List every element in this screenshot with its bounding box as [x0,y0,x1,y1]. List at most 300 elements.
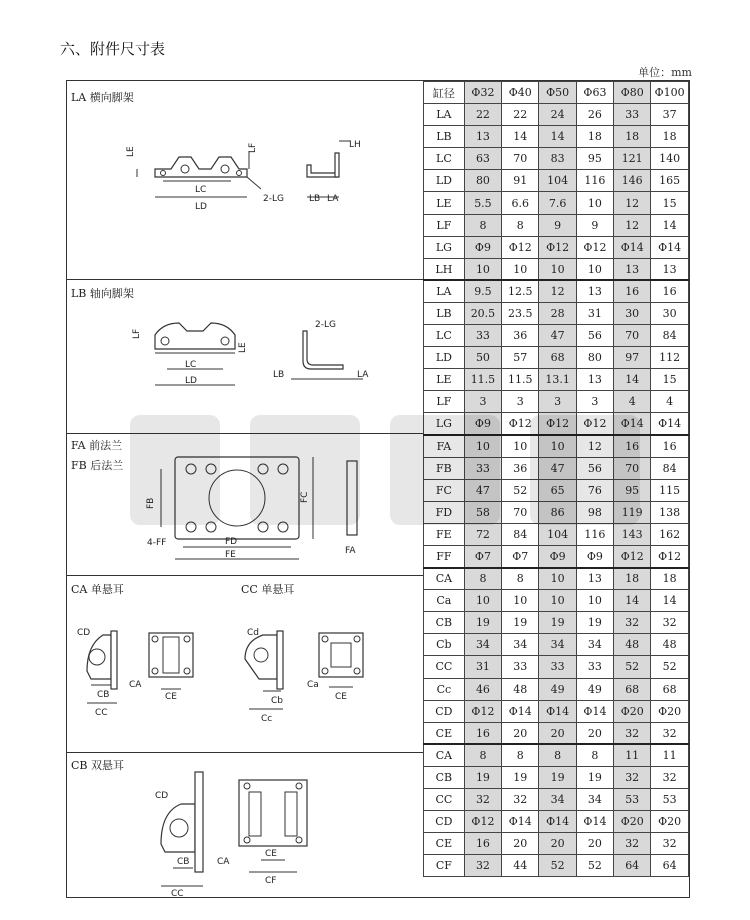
dim-lf: LF [132,328,142,339]
table-cell: 8 [502,744,539,766]
table-cell: 34 [539,634,576,656]
dim-lb: LB [273,370,285,380]
row-label: CD [424,700,465,722]
table-cell: 32 [651,833,689,855]
table-cell: Φ12 [464,700,501,722]
table-cell: 10 [576,590,613,612]
table-cell: Φ14 [576,700,613,722]
table-cell: 19 [576,612,613,634]
table-cell: 13 [464,126,501,148]
table-cell: 8 [502,214,539,236]
section-label-la: LA 横向脚架 [71,91,134,104]
table-cell: 84 [651,325,689,347]
row-label: LC [424,148,465,170]
table-cell: Φ7 [464,545,501,567]
table-cell: 10 [576,258,613,280]
table-cell: 86 [539,501,576,523]
row-label: Cc [424,678,465,700]
header-bore-size: Φ80 [614,82,651,104]
table-cell: 95 [614,479,651,501]
table-cell: Φ20 [614,811,651,833]
table-row [424,325,689,347]
table-cell: 22 [502,104,539,126]
table-cell: Φ14 [614,413,651,435]
table-cell: 32 [651,766,689,788]
table-cell: 47 [539,457,576,479]
table-cell: 48 [614,634,651,656]
table-cell: 15 [651,192,689,214]
table-header-row [424,82,689,104]
table-cell: 33 [576,656,613,678]
table-cell: 7.6 [539,192,576,214]
row-label: LF [424,391,465,413]
table-cell: 33 [464,457,501,479]
table-cell: 68 [651,678,689,700]
table-cell: 22 [464,104,501,126]
table-cell: 5.5 [464,192,501,214]
table-cell: 36 [502,457,539,479]
dim-cb: CB [177,857,190,867]
table-cell: 12.5 [502,280,539,302]
table-cell: 143 [614,523,651,545]
row-label: CC [424,789,465,811]
dim-ca: CA [217,857,230,867]
table-cell: 116 [576,523,613,545]
table-cell: 52 [614,656,651,678]
table-cell: 20 [502,833,539,855]
header-bore-size: Φ100 [651,82,689,104]
table-cell: 165 [651,170,689,192]
section-label-lb: LB 轴向脚架 [71,287,134,300]
table-cell: 47 [539,325,576,347]
section-label-ca: CA 单悬耳 [71,583,124,596]
table-cell: 14 [651,590,689,612]
table-cell: 14 [651,214,689,236]
dim-ca-cc: Ca [307,680,319,690]
table-cell: Φ12 [539,413,576,435]
table-cell: 13 [576,568,613,590]
row-label: LB [424,302,465,324]
table-cell: 34 [464,634,501,656]
table-cell: 56 [576,457,613,479]
table-cell: Φ14 [651,413,689,435]
table-cell: 6.6 [502,192,539,214]
table-cell: 13 [614,258,651,280]
table-cell: 64 [651,855,689,877]
table-cell: 12 [576,435,613,457]
table-cell: Φ14 [539,811,576,833]
table-row [424,413,689,435]
table-cell: 32 [614,722,651,744]
table-cell: 57 [502,347,539,369]
table-row [424,523,689,545]
table-cell: 56 [576,325,613,347]
table-cell: 95 [576,148,613,170]
table-cell: 32 [464,789,501,811]
table-row [424,722,689,744]
table-cell: Φ12 [576,413,613,435]
table-row [424,214,689,236]
table-cell: 8 [464,744,501,766]
table-cell: 48 [651,634,689,656]
table-row [424,634,689,656]
section-label-cb: CB 双悬耳 [71,759,124,772]
row-label: CA [424,744,465,766]
table-cell: 53 [651,789,689,811]
table-row [424,545,689,567]
table-cell: 14 [614,590,651,612]
table-cell: 140 [651,148,689,170]
table-cell: 9.5 [464,280,501,302]
dim-le: LE [126,146,136,157]
table-row [424,612,689,634]
table-cell: 11.5 [502,369,539,391]
table-row [424,678,689,700]
row-label: LF [424,214,465,236]
table-cell: 3 [576,391,613,413]
row-label: FC [424,479,465,501]
table-cell: 16 [464,722,501,744]
table-cell: 31 [576,302,613,324]
dim-4ff: 4-FF [147,538,167,548]
double-clevis-drawing [67,752,423,899]
table-cell: 70 [502,501,539,523]
table-cell: Φ7 [502,545,539,567]
table-row [424,192,689,214]
row-label: LG [424,413,465,435]
table-cell: Φ12 [464,811,501,833]
row-label: LD [424,170,465,192]
dim-la: LA [357,370,369,380]
header-bore-size: Φ63 [576,82,613,104]
table-cell: Φ14 [614,236,651,258]
table-cell: 33 [614,104,651,126]
table-row [424,479,689,501]
table-cell: 84 [651,457,689,479]
dim-cd: CD [155,791,169,801]
table-cell: Φ9 [464,413,501,435]
dim-lb: LB [309,194,321,204]
table-cell: 18 [651,568,689,590]
table-cell: 20 [576,833,613,855]
row-label: LE [424,192,465,214]
table-cell: 98 [576,501,613,523]
table-cell: 10 [464,435,501,457]
dimension-frame [66,80,690,898]
table-cell: 23.5 [502,302,539,324]
table-cell: 138 [651,501,689,523]
table-cell: 32 [651,722,689,744]
dim-fd: FD [225,537,238,547]
table-cell: 47 [464,479,501,501]
table-cell: 32 [614,612,651,634]
table-row [424,789,689,811]
table-cell: 18 [614,568,651,590]
table-cell: 3 [464,391,501,413]
dim-lf: LF [248,142,258,153]
table-cell: 91 [502,170,539,192]
table-cell: 32 [651,612,689,634]
row-label: LA [424,280,465,302]
table-cell: 52 [651,656,689,678]
dim-cf: CF [265,876,277,886]
table-cell: 37 [651,104,689,126]
table-cell: 30 [651,302,689,324]
table-cell: 48 [502,678,539,700]
table-row [424,700,689,722]
dim-lc: LC [195,185,207,195]
table-cell: 19 [539,612,576,634]
table-cell: 10 [464,258,501,280]
table-cell: 68 [539,347,576,369]
row-label: FA [424,435,465,457]
table-row [424,391,689,413]
row-label: LE [424,369,465,391]
row-label: LA [424,104,465,126]
table-cell: 8 [464,568,501,590]
table-cell: Φ14 [502,700,539,722]
table-cell: Φ20 [651,811,689,833]
table-cell: 10 [502,435,539,457]
table-cell: Φ12 [651,545,689,567]
row-label: CA [424,568,465,590]
table-cell: 49 [539,678,576,700]
row-label: LD [424,347,465,369]
dimension-table [423,81,689,877]
table-cell: 80 [576,347,613,369]
table-cell: 112 [651,347,689,369]
table-cell: 10 [464,590,501,612]
table-cell: Φ9 [539,545,576,567]
table-cell: 19 [502,612,539,634]
dim-ce: CE [165,692,177,702]
table-cell: Φ12 [576,236,613,258]
table-row [424,744,689,766]
table-cell: 8 [464,214,501,236]
table-row [424,280,689,302]
dim-cc: CC [95,708,108,718]
table-row [424,855,689,877]
table-cell: 34 [576,634,613,656]
dim-lc: LC [185,360,197,370]
table-cell: 46 [464,678,501,700]
table-cell: 33 [464,325,501,347]
table-cell: 34 [502,634,539,656]
table-cell: 10 [539,568,576,590]
row-label: CE [424,833,465,855]
table-cell: 58 [464,501,501,523]
table-cell: 36 [502,325,539,347]
table-cell: 16 [651,280,689,302]
table-row [424,435,689,457]
flange-drawing [67,433,423,575]
table-cell: Φ12 [614,545,651,567]
dim-cd: CD [77,628,91,638]
table-cell: Φ14 [539,700,576,722]
table-cell: 32 [614,766,651,788]
table-cell: 8 [502,568,539,590]
table-cell: 19 [539,766,576,788]
dim-ld: LD [195,202,207,212]
row-label: FD [424,501,465,523]
table-cell: 52 [502,479,539,501]
table-cell: 50 [464,347,501,369]
row-label: CC [424,656,465,678]
table-cell: 97 [614,347,651,369]
table-cell: 11 [651,744,689,766]
table-cell: 121 [614,148,651,170]
table-cell: 13 [651,258,689,280]
table-cell: 146 [614,170,651,192]
table-cell: 72 [464,523,501,545]
dim-cc: CC [171,889,184,899]
table-cell: 10 [502,258,539,280]
table-cell: 12 [539,280,576,302]
unit-label: 单位：mm [638,66,692,79]
table-cell: 13.1 [539,369,576,391]
table-row [424,656,689,678]
table-cell: 3 [502,391,539,413]
la-foot-drawing [67,81,423,279]
table-cell: 18 [651,126,689,148]
header-bore-size: Φ32 [464,82,501,104]
table-cell: Φ12 [502,236,539,258]
table-cell: 83 [539,148,576,170]
table-cell: 26 [576,104,613,126]
row-label: FB [424,457,465,479]
table-cell: 119 [614,501,651,523]
table-row [424,457,689,479]
table-cell: 104 [539,523,576,545]
row-label: CF [424,855,465,877]
table-cell: 4 [614,391,651,413]
dim-ca: CA [129,680,142,690]
section-label-fb: FB 后法兰 [71,459,124,472]
dim-fc: FC [300,491,310,503]
table-cell: 116 [576,170,613,192]
single-clevis-drawing [67,575,423,752]
table-cell: 9 [539,214,576,236]
table-row [424,258,689,280]
table-cell: 32 [614,833,651,855]
dim-cd-cc: Cd [247,628,259,638]
dim-cb: CB [97,690,110,700]
table-row [424,590,689,612]
header-bore-size: Φ40 [502,82,539,104]
table-cell: 12 [614,192,651,214]
header-bore-label: 缸径 [424,82,465,104]
table-cell: Φ14 [576,811,613,833]
row-label: CB [424,766,465,788]
table-cell: 16 [614,435,651,457]
table-cell: 8 [576,744,613,766]
table-row [424,369,689,391]
table-row [424,236,689,258]
row-label: Cb [424,634,465,656]
section-label-fa: FA 前法兰 [71,439,123,452]
table-cell: 104 [539,170,576,192]
row-label: CE [424,722,465,744]
table-row [424,170,689,192]
table-row [424,104,689,126]
table-cell: 44 [502,855,539,877]
table-cell: 18 [614,126,651,148]
dim-ld: LD [185,376,197,386]
table-cell: 115 [651,479,689,501]
table-cell: 11.5 [464,369,501,391]
table-cell: 19 [464,766,501,788]
table-cell: 34 [576,789,613,811]
table-cell: 3 [539,391,576,413]
table-cell: 12 [614,214,651,236]
table-cell: 19 [576,766,613,788]
dim-cb-cc: Cb [271,696,283,706]
table-cell: 31 [464,656,501,678]
table-row [424,833,689,855]
table-cell: 30 [614,302,651,324]
table-cell: 32 [502,789,539,811]
table-cell: 24 [539,104,576,126]
table-cell: Φ20 [651,700,689,722]
table-cell: 19 [464,612,501,634]
table-cell: 32 [464,855,501,877]
dim-2lg: 2-LG [263,194,284,204]
dim-fa: FA [345,546,356,556]
table-cell: 20.5 [464,302,501,324]
table-row [424,501,689,523]
table-cell: 76 [576,479,613,501]
table-cell: Φ20 [614,700,651,722]
table-row [424,148,689,170]
table-cell: 28 [539,302,576,324]
table-row [424,302,689,324]
table-cell: 162 [651,523,689,545]
table-cell: 33 [502,656,539,678]
row-label: LC [424,325,465,347]
table-cell: 34 [539,789,576,811]
lb-foot-drawing [67,279,423,433]
table-cell: 70 [502,148,539,170]
row-label: LH [424,258,465,280]
row-label: LG [424,236,465,258]
table-cell: 52 [539,855,576,877]
table-row [424,811,689,833]
row-label: LB [424,126,465,148]
table-cell: Φ12 [539,236,576,258]
table-cell: 10 [539,435,576,457]
table-cell: 11 [614,744,651,766]
table-cell: Φ12 [502,413,539,435]
table-cell: 14 [614,369,651,391]
dim-cc-cc: Cc [261,714,273,724]
table-row [424,568,689,590]
table-cell: 70 [614,457,651,479]
table-cell: 10 [539,258,576,280]
dim-lh: LH [349,140,361,150]
table-cell: 70 [614,325,651,347]
table-cell: 19 [502,766,539,788]
table-cell: 10 [539,590,576,612]
table-cell: 20 [576,722,613,744]
dim-2lg: 2-LG [315,320,336,330]
table-cell: 9 [576,214,613,236]
table-cell: 53 [614,789,651,811]
dim-ce-cc: CE [335,692,347,702]
table-cell: 52 [576,855,613,877]
table-row [424,126,689,148]
table-cell: 20 [539,833,576,855]
table-cell: 16 [464,833,501,855]
